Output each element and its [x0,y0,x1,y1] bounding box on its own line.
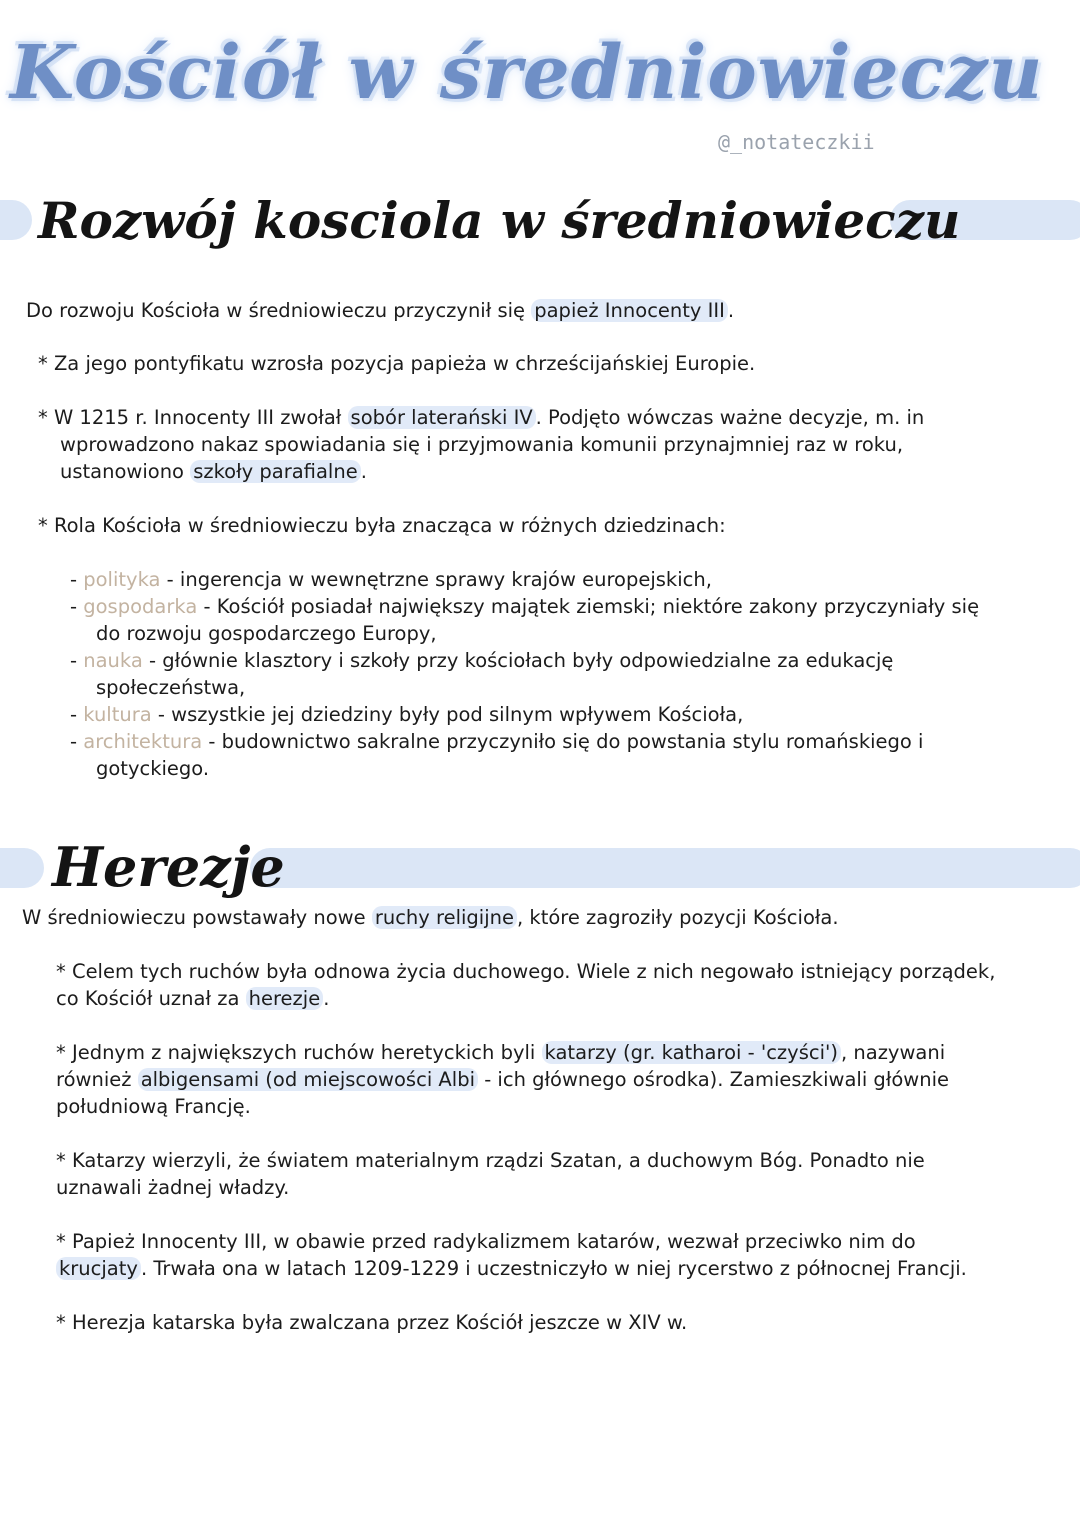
section1-intro: Do rozwoju Kościoła w średniowieczu przyczynił się papież Innocenty III . [26,299,735,322]
title-banner [0,0,1080,170]
area-item: - gospodarka - Kościół posiadał największy majątek ziemski; niektóre zakony przyczyniały się [70,595,980,618]
area-term: gospodarka [83,595,198,618]
highlight-innocent: papież Innocenty III [531,299,728,322]
page-title: Kościół w średniowieczu [10,30,1044,116]
area-item-continuation: społeczeństwa, [96,676,246,699]
para-crusade-line2: krucjaty . Trwała ona w latach 1209-1229 i uczestniczyło w niej rycerstwo z północnej Francji. [56,1255,967,1282]
heading-decoration-left [0,200,32,240]
highlight-cathars: katarzy (gr. katharoi - 'czyści') [542,1041,841,1064]
bullet-church-role: * Rola Kościoła w średniowieczu była znacząca w różnych dziedzinach: [38,514,726,537]
author-handle: @_notateczkii [718,130,875,154]
para-goal-line1: * Celem tych ruchów była odnowa życia duchowego. Wiele z nich negowało istniejący porządek, [56,960,996,983]
section-heading-church-development: Rozwój kosciola w średniowieczu [38,191,961,250]
area-term: kultura [83,703,152,726]
area-term: nauka [83,649,143,672]
bullet-pontificate: * Za jego pontyfikatu wzrosła pozycja papieża w chrześcijańskiej Europie. [38,352,756,375]
highlight-heresies: herezje [246,987,324,1010]
area-item-continuation: do rozwoju gospodarczego Europy, [96,622,437,645]
area-item-continuation: gotyckiego. [96,757,210,780]
para-beliefs-line2: uznawali żadnej władzy. [56,1176,290,1199]
bullet-council-line1: * W 1215 r. Innocenty III zwołał sobór laterański IV . Podjęto wówczas ważne decyzje, m. in [38,406,925,429]
highlight-crusade: krucjaty [56,1257,141,1280]
highlight-albigensians: albigensami (od miejscowości Albi [138,1068,478,1091]
para-xiv-century: * Herezja katarska była zwalczana przez Kościół jeszcze w XIV w. [56,1311,688,1334]
area-term: architektura [83,730,203,753]
heading-decoration-right [250,848,1080,888]
area-item: - kultura - wszystkie jej dziedziny były pod silnym wpływem Kościoła, [70,703,744,726]
highlight-schools: szkoły parafialne [190,460,361,483]
area-item: - architektura - budownictwo sakralne przyczyniło się do powstania stylu romańskiego i [70,730,924,753]
bullet-council-line2: wprowadzono nakaz spowiadania się i przyjmowania komunii przynajmniej raz w roku, [60,433,904,456]
area-item: - polityka - ingerencja w wewnętrzne sprawy krajów europejskich, [70,568,712,591]
heading-decoration-left [0,848,44,888]
para-crusade-line1: * Papież Innocenty III, w obawie przed radykalizmem katarów, wezwał przeciwko nim do [56,1230,916,1253]
section2-intro: W średniowieczu powstawały nowe ruchy religijne , które zagroziły pozycji Kościoła. [22,906,839,929]
para-cathars-line1: * Jednym z największych ruchów heretyckich byli katarzy (gr. katharoi - 'czyści') , nazywani [56,1041,946,1064]
bullet-council-line3: ustanowiono szkoły parafialne . [60,460,367,483]
area-item: - nauka - głównie klasztory i szkoły przy kościołach były odpowiedzialne za edukację [70,649,894,672]
para-cathars-line3: południową Francję. [56,1095,251,1118]
para-goal-line2: co Kościół uznał za herezje . [56,987,330,1010]
section-heading-heresies: Herezje [52,835,285,899]
para-cathars-line2: również albigensami (od miejscowości Albi - ich głównego ośrodka). Zamieszkiwali głównie [56,1068,950,1091]
area-term: polityka [83,568,161,591]
highlight-council: sobór laterański IV [348,406,536,429]
para-beliefs-line1: * Katarzy wierzyli, że światem materialnym rządzi Szatan, a duchowym Bóg. Ponadto nie [56,1149,925,1172]
highlight-movements: ruchy religijne [372,906,517,929]
